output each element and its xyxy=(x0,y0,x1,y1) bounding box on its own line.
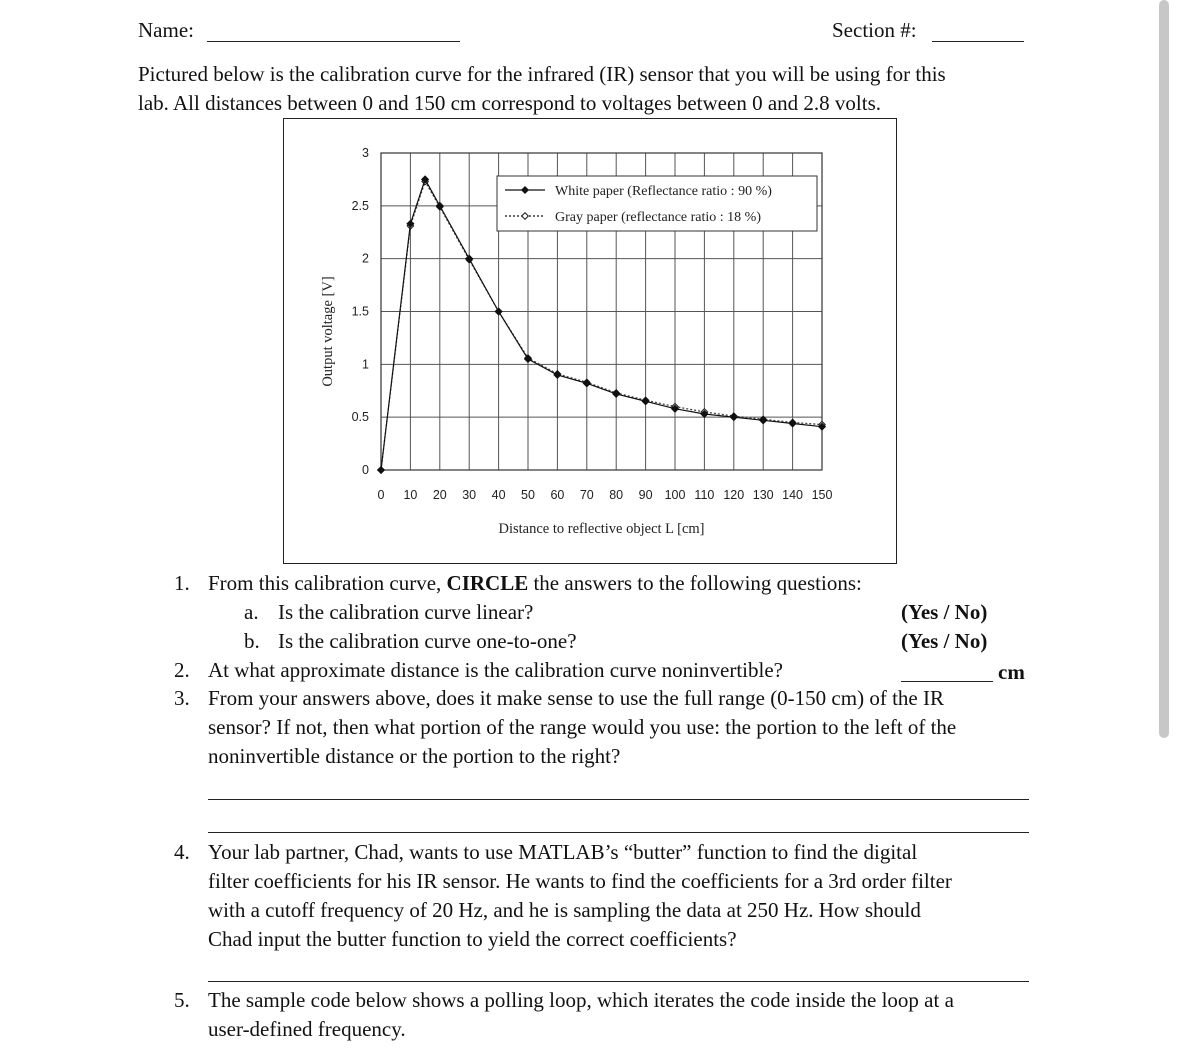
q3-answer-line-2[interactable] xyxy=(208,832,1029,833)
q1-text-post: the answers to the following questions: xyxy=(528,571,862,595)
legend-entry: Gray paper (reflectance ratio : 18 %) xyxy=(555,210,761,225)
x-tick-label: 110 xyxy=(694,488,715,502)
q3-number: 3. xyxy=(174,686,190,710)
y-tick-label: 1.5 xyxy=(351,304,369,319)
qa-choice[interactable]: (Yes / No) xyxy=(901,600,988,624)
x-tick-label: 70 xyxy=(579,488,594,502)
x-axis-label: Distance to reflective object L [cm] xyxy=(498,521,705,537)
x-tick-label: 80 xyxy=(609,488,624,502)
q3-line-2: sensor? If not, then what portion of the range would you use: the portion to the left of the xyxy=(208,715,957,739)
q5-line-2: user-defined frequency. xyxy=(208,1017,406,1041)
q1-text-pre: From this calibration curve, xyxy=(208,571,447,595)
x-tick-label: 10 xyxy=(403,488,418,502)
scrollbar[interactable] xyxy=(1159,0,1169,738)
qb-choice[interactable]: (Yes / No) xyxy=(901,629,988,653)
x-tick-label: 0 xyxy=(377,488,385,502)
q3-answer-line-1[interactable] xyxy=(208,799,1029,800)
white-paper-point xyxy=(495,308,502,315)
y-tick-label: 1 xyxy=(362,357,369,372)
x-tick-label: 130 xyxy=(752,488,774,502)
y-tick-label: 0 xyxy=(362,463,369,477)
qa-letter: a. xyxy=(244,600,259,624)
intro-line-1: Pictured below is the calibration curve for the infrared (IR) sensor that you will be using for this xyxy=(138,62,946,86)
y-tick-label: 3 xyxy=(362,146,369,160)
y-axis-label: Output voltage [V] xyxy=(320,276,336,387)
x-tick-label: 30 xyxy=(462,488,477,502)
x-tick-label: 40 xyxy=(491,488,506,502)
qb-text: Is the calibration curve one-to-one? xyxy=(278,629,577,653)
q4-line-4: Chad input the butter function to yield the correct coefficients? xyxy=(208,927,737,951)
q1-number: 1. xyxy=(174,571,190,595)
q2-text: At what approximate distance is the calibration curve noninvertible? xyxy=(208,658,783,682)
x-tick-label: 50 xyxy=(521,488,535,502)
legend-entry: White paper (Reflectance ratio : 90 %) xyxy=(555,184,772,199)
q4-line-1: Your lab partner, Chad, wants to use MATLAB’s “butter” function to find the digital xyxy=(208,840,918,864)
q5-line-1: The sample code below shows a polling loop, which iterates the code inside the loop at a xyxy=(208,988,954,1012)
q1-text xyxy=(208,571,862,596)
q4-answer-line[interactable] xyxy=(208,981,1029,982)
name-blank[interactable] xyxy=(207,41,460,42)
section-label: Section #: xyxy=(832,18,917,42)
name-label: Name: xyxy=(138,18,194,42)
qb-letter: b. xyxy=(244,629,260,653)
q3-line-3: noninvertible distance or the portion to the right? xyxy=(208,744,621,768)
y-tick-label: 2 xyxy=(362,251,369,266)
x-tick-label: 150 xyxy=(811,488,833,502)
intro-line-2: lab. All distances between 0 and 150 cm correspond to voltages between 0 and 2.8 volts. xyxy=(138,91,881,115)
qa-text: Is the calibration curve linear? xyxy=(278,600,534,624)
q2-answer-blank[interactable] xyxy=(901,681,993,682)
q2-number: 2. xyxy=(174,658,190,682)
chart-legend xyxy=(497,176,817,231)
calibration-chart xyxy=(283,118,897,564)
y-tick-label: 2.5 xyxy=(351,198,369,213)
x-tick-label: 60 xyxy=(550,488,565,502)
q4-line-2: filter coefficients for his IR sensor. He wants to find the coefficients for a 3rd order filter xyxy=(208,869,952,893)
calibration-chart-svg xyxy=(284,119,898,565)
q1-text-bold: CIRCLE xyxy=(446,571,529,595)
q2-unit: cm xyxy=(998,660,1025,684)
section-blank[interactable] xyxy=(932,41,1024,42)
q5-number: 5. xyxy=(174,988,190,1012)
x-tick-label: 20 xyxy=(432,488,447,502)
x-tick-label: 120 xyxy=(723,488,745,502)
x-tick-labels xyxy=(378,488,833,502)
y-tick-labels xyxy=(352,146,369,477)
x-tick-label: 140 xyxy=(782,488,804,502)
q3-line-1: From your answers above, does it make sense to use the full range (0-150 cm) of the IR xyxy=(208,686,944,710)
q4-line-3: with a cutoff frequency of 20 Hz, and he is sampling the data at 250 Hz. How should xyxy=(208,898,921,922)
white-paper-point xyxy=(378,467,385,474)
x-tick-label: 90 xyxy=(638,488,653,502)
y-tick-label: 0.5 xyxy=(351,410,369,425)
q4-number: 4. xyxy=(174,840,190,864)
x-tick-label: 100 xyxy=(664,488,686,502)
